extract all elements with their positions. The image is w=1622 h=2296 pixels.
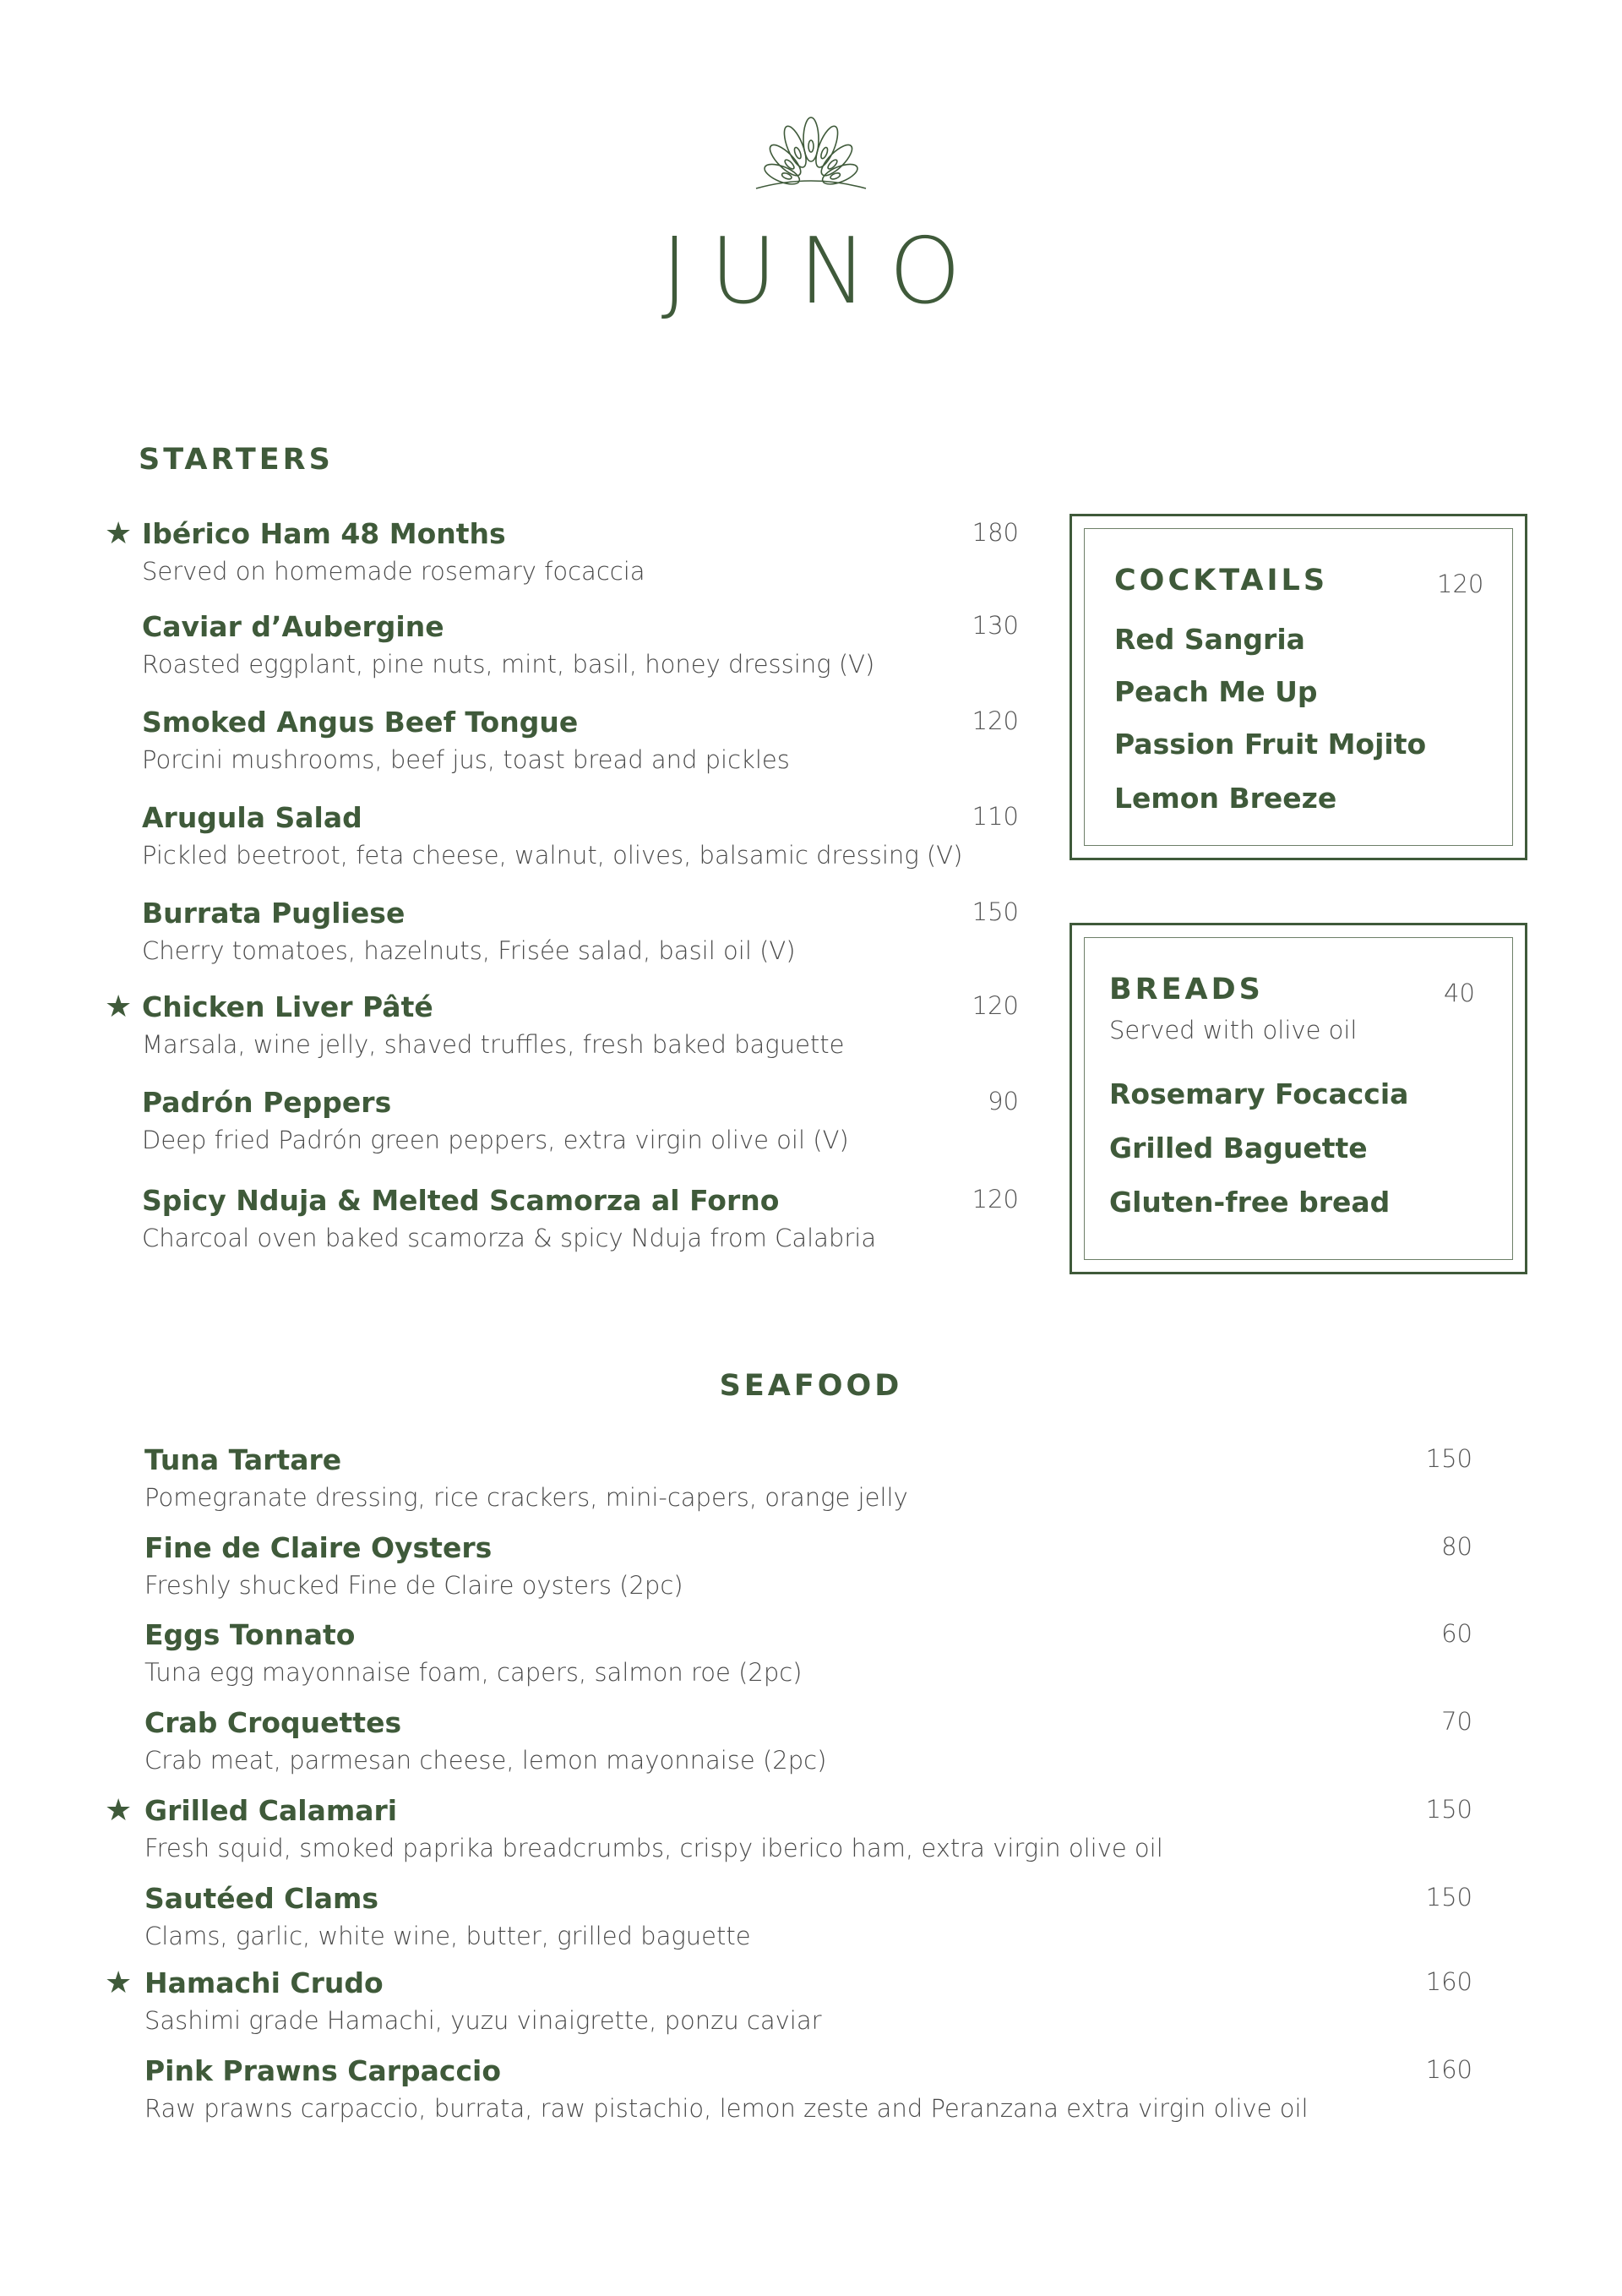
breads-title: BREADS [1109, 973, 1264, 1006]
seafood-item [144, 1966, 822, 2036]
starter-item-name: Smoked Angus Beef Tongue [142, 706, 579, 739]
seafood-item-price: 150 [1425, 1883, 1472, 1912]
seafood-item-price: 60 [1441, 1619, 1472, 1648]
seafood-item [144, 1618, 803, 1688]
starter-item-name: Padrón Peppers [142, 1086, 392, 1119]
starter-item [142, 897, 796, 966]
seafood-item-price: 80 [1441, 1532, 1472, 1561]
starter-item-price: 120 [972, 1185, 1019, 1213]
starter-item-price: 120 [972, 991, 1019, 1020]
cocktail-item: Peach Me Up [1114, 675, 1318, 708]
seafood-item-description: Clams, garlic, white wine, butter, grilled baguette [144, 1922, 751, 1950]
seafood-item-description: Crab meat, parmesan cheese, lemon mayonnaise (2pc) [144, 1746, 827, 1775]
seafood-item [144, 1706, 826, 1775]
seafood-title: SEAFOOD [719, 1369, 903, 1403]
seafood-item-description: Pomegranate dressing, rice crackers, mini-capers, orange jelly [144, 1483, 908, 1512]
starter-item-price: 130 [972, 611, 1019, 640]
starter-item [142, 801, 962, 870]
breads-subtitle: Served with olive oil [1109, 1016, 1358, 1044]
starter-item-name: Burrata Pugliese [142, 897, 406, 930]
brand-title: JUNO [661, 219, 983, 324]
bread-item: Grilled Baguette [1109, 1132, 1368, 1164]
cocktail-item: Red Sangria [1114, 623, 1305, 656]
seafood-item-name: Fine de Claire Oysters [144, 1531, 493, 1564]
starter-item-price: 150 [972, 897, 1019, 926]
starter-item-name: Caviar d’Aubergine [142, 610, 444, 643]
starter-item-description: Charcoal oven baked scamorza & spicy Nduja from Calabria [142, 1224, 877, 1252]
starters-title: STARTERS [139, 443, 334, 477]
cocktails-title: COCKTAILS [1114, 564, 1329, 597]
starter-item [142, 610, 874, 679]
starter-item-description: Porcini mushrooms, beef jus, toast bread and pickles [142, 745, 790, 774]
starter-item [142, 1184, 876, 1253]
seafood-item-description: Raw prawns carpaccio, burrata, raw pistachio, lemon zeste and Peranzana extra virgin olive oil [144, 2094, 1309, 2123]
starter-item-description: Pickled beetroot, feta cheese, walnut, olives, balsamic dressing (V) [142, 841, 963, 870]
seafood-item-price: 160 [1425, 2055, 1472, 2084]
cocktails-box [1070, 514, 1527, 860]
seafood-item-name: Pink Prawns Carpaccio [144, 2054, 502, 2087]
bread-item: Rosemary Focaccia [1109, 1077, 1409, 1110]
seafood-item-name: Hamachi Crudo [144, 1966, 384, 1999]
starter-item-description: Marsala, wine jelly, shaved truffles, fresh baked baguette [142, 1030, 845, 1059]
starter-item-price: 120 [972, 706, 1019, 735]
seafood-item-description: Sashimi grade Hamachi, yuzu vinaigrette, ponzu caviar [144, 2006, 822, 2035]
seafood-item-description: Fresh squid, smoked paprika breadcrumbs, crispy iberico ham, extra virgin olive oil [144, 1834, 1163, 1862]
starter-item [142, 517, 645, 586]
starter-item-price: 90 [988, 1087, 1019, 1115]
starter-item-price: 180 [972, 518, 1019, 547]
seafood-item-price: 150 [1425, 1795, 1472, 1824]
starter-item-name: Chicken Liver Pâté [142, 990, 433, 1023]
cocktail-item: Passion Fruit Mojito [1114, 728, 1427, 761]
starter-item-description: Served on homemade rosemary focaccia [142, 557, 645, 586]
starter-item-name: Spicy Nduja & Melted Scamorza al Forno [142, 1184, 780, 1217]
starter-item-description: Roasted eggplant, pine nuts, mint, basil, honey dressing (V) [142, 650, 875, 679]
seafood-item [144, 1882, 751, 1951]
star-icon: ★ [105, 516, 133, 551]
cocktail-item: Lemon Breeze [1114, 782, 1337, 815]
star-icon: ★ [105, 1966, 133, 2000]
seafood-item [144, 1794, 1163, 1863]
seafood-item-price: 160 [1425, 1967, 1472, 1996]
seafood-item-name: Sautéed Clams [144, 1882, 379, 1915]
starter-item-name: Ibérico Ham 48 Months [142, 517, 506, 550]
seafood-item [144, 2054, 1309, 2124]
cocktails-price: 120 [1437, 570, 1484, 598]
starter-item [142, 1086, 849, 1155]
breads-box [1070, 923, 1527, 1274]
seafood-item [144, 1443, 908, 1513]
star-icon: ★ [105, 990, 133, 1024]
starter-item-description: Deep fried Padrón green peppers, extra virgin olive oil (V) [142, 1126, 849, 1154]
seafood-item-name: Eggs Tonnato [144, 1618, 356, 1651]
starter-item [142, 706, 790, 775]
starter-item [142, 990, 845, 1060]
breads-price: 40 [1444, 979, 1475, 1007]
starter-item-name: Arugula Salad [142, 801, 362, 834]
seafood-item-name: Grilled Calamari [144, 1794, 398, 1827]
bread-item: Gluten-free bread [1109, 1186, 1391, 1219]
seafood-item-description: Freshly shucked Fine de Claire oysters (2pc) [144, 1571, 683, 1600]
seafood-item-price: 150 [1425, 1444, 1472, 1473]
seafood-item-name: Crab Croquettes [144, 1706, 402, 1739]
starter-item-price: 110 [972, 802, 1019, 831]
seafood-item-description: Tuna egg mayonnaise foam, capers, salmon roe (2pc) [144, 1658, 803, 1687]
star-icon: ★ [105, 1793, 133, 1828]
seafood-item-price: 70 [1441, 1707, 1472, 1736]
seafood-item-name: Tuna Tartare [144, 1443, 342, 1476]
lotus-fan-icon [739, 106, 883, 199]
starter-item-description: Cherry tomatoes, hazelnuts, Frisée salad, basil oil (V) [142, 936, 796, 965]
seafood-item [144, 1531, 683, 1601]
